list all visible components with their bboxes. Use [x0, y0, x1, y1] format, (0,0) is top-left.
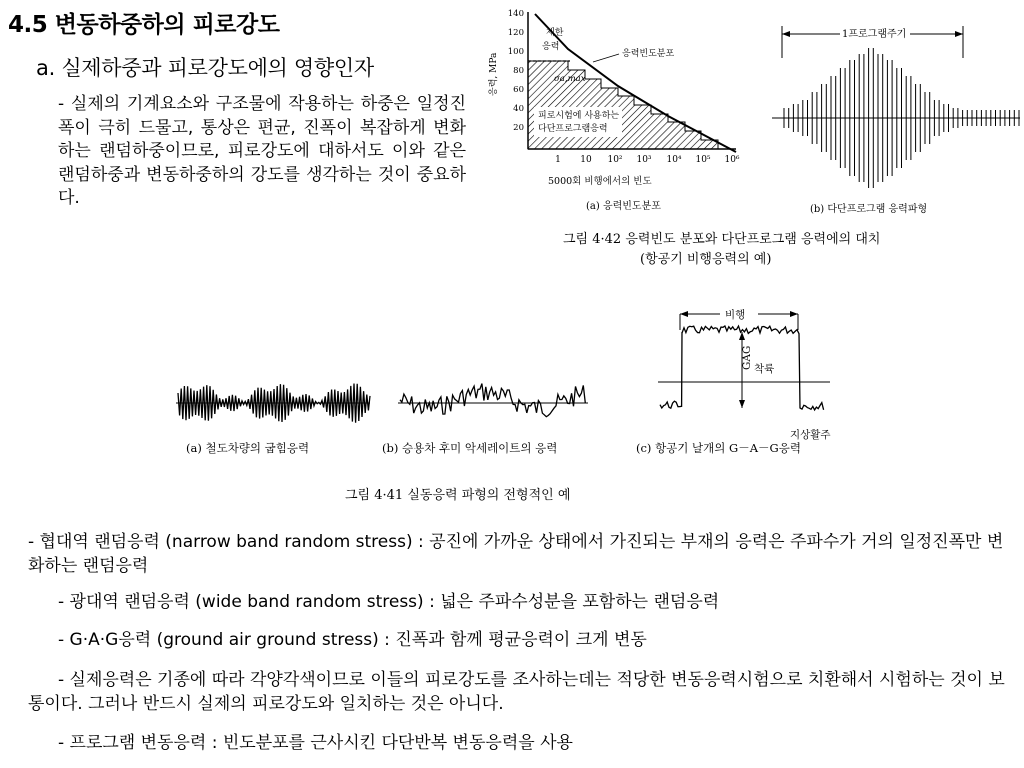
- y-tick: 100: [507, 47, 524, 57]
- gag-label: GAG: [741, 345, 753, 370]
- figure-4-42b: [770, 18, 1024, 218]
- distribution-label: 응력빈도분포: [622, 49, 675, 59]
- x-tick: 10³: [636, 155, 652, 165]
- program-waveform: [770, 18, 1022, 218]
- y-tick: 80: [513, 66, 524, 76]
- landing-label: 착륙: [754, 363, 775, 375]
- panel-a-label: (a) 응력빈도분포: [586, 201, 661, 212]
- y-tick: 60: [513, 85, 524, 95]
- panel-a-label: (a) 철도차량의 굽힘응력: [186, 441, 310, 455]
- intro-paragraph: - 실제의 기계요소와 구조물에 작용하는 하중은 일정진폭이 극히 드물고, 통상은 편균, 진폭이 복잡하게 변화하는 랜덤하중이므로, 피로강도에 대하서도 이와 같은 랜덤하중과 변동하중하의 강도를 생각하는 것이 중요하다.: [58, 94, 466, 208]
- stress-frequency-chart: [488, 4, 748, 219]
- figure-4-41: [170, 300, 870, 470]
- program-label: 피로시험에 사용하는 다단프로그램응력: [538, 111, 620, 134]
- panel-c-label: (c) 항공기 날개의 G－A－G응력: [636, 441, 801, 455]
- x-tick: 10⁴: [666, 155, 682, 165]
- panel-b-label: (b) 승용차 후미 악세레이트의 응력: [382, 441, 558, 455]
- limit-stress-label: 제한 응력: [542, 28, 564, 52]
- sigma-max-label: σa,max: [554, 74, 586, 84]
- y-axis-label: 응력, MPa: [489, 52, 499, 96]
- paragraph-program-stress: - 프로그램 변동응력 : 빈도분포를 근사시킨 다단반복 변동응력을 사용: [58, 733, 573, 753]
- paragraph-narrow-band: - 협대역 랜덤응력 (narrow band random stress) : 공진에 가까운 상태에서 가진되는 부재의 응력은 주파수가 거의 일정진폭만 변화하는 랜덤응력: [28, 532, 1004, 576]
- stress-waveforms: [170, 300, 870, 470]
- ground-label: 지상활주: [790, 429, 831, 441]
- y-tick: 140: [507, 9, 524, 19]
- section-subtitle: a. 실제하중과 피로강도에의 영향인자: [36, 56, 374, 80]
- period-label: 1프로그램주기: [842, 29, 907, 40]
- x-tick: 1: [555, 155, 561, 165]
- page-title: 4.5 변동하중하의 피로강도: [8, 12, 280, 38]
- x-tick: 10⁶: [724, 155, 740, 165]
- x-axis-label: 5000회 비행에서의 빈도: [548, 176, 652, 187]
- y-tick: 20: [513, 123, 524, 133]
- y-tick: 40: [513, 104, 524, 114]
- paragraph-wide-band: - 광대역 랜덤응력 (wide band random stress) : 넓은 주파수성분을 포함하는 랜덤응력: [58, 592, 720, 612]
- panel-b-label: (b) 다단프로그램 응력파형: [810, 204, 928, 215]
- flight-label: 비행: [725, 309, 746, 321]
- x-tick: 10²: [607, 155, 623, 165]
- x-tick: 10⁵: [695, 155, 711, 165]
- figure-4-42-caption: 그림 4·42 응력빈도 분포와 다단프로그램 응력에의 대치: [563, 232, 881, 247]
- paragraph-actual-stress: - 실제응력은 기종에 따라 각양각색이므로 이들의 피로강도를 조사하는데는 적당한 변동응력시험으로 치환해서 시험하는 것이 보통이다. 그러나 반드시 실제의 피로강도와 일치하는 것은 아니다.: [28, 670, 1005, 714]
- y-tick: 120: [507, 28, 524, 38]
- wide-band-wave: [400, 384, 585, 417]
- figure-4-42a: [488, 4, 748, 219]
- figure-4-42-caption-sub: (항공기 비행응력의 예): [640, 252, 772, 267]
- x-tick: 10: [580, 155, 592, 165]
- paragraph-gag: - G·A·G응력 (ground air ground stress) : 진폭과 함께 평균응력이 크게 변동: [58, 630, 647, 650]
- figure-4-41-caption: 그림 4·41 실동응력 파형의 전형적인 예: [345, 488, 571, 503]
